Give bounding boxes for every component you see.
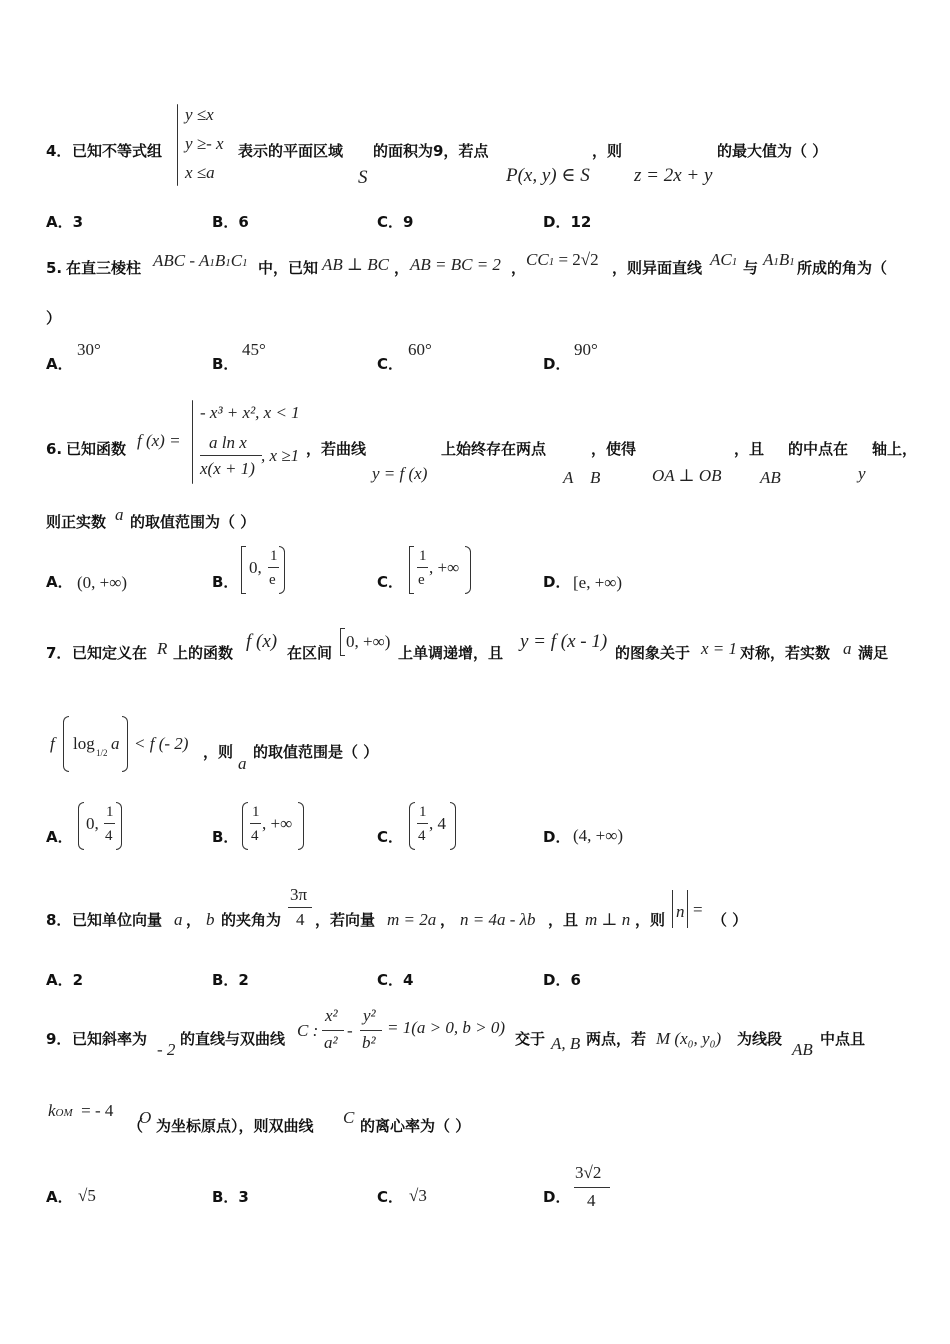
q8-option-c: C．4 (377, 971, 414, 989)
q9-y-frac-bar (360, 1030, 382, 1031)
q7-a2: a (238, 754, 247, 773)
q9-curve-c2: C (343, 1108, 355, 1127)
q9-x-frac-bar (322, 1030, 344, 1031)
q9-text-7: （ (128, 1117, 144, 1135)
q8-text-2: ， (186, 911, 202, 929)
q7-option-c-frac-bar (417, 823, 428, 824)
q5-text-5: 所成的角为（ (797, 259, 888, 277)
q6-option-a: A． (46, 573, 73, 591)
q7-text-7: 满足 (858, 644, 889, 662)
q7-option-c-frac-num: 1 (419, 804, 427, 820)
q7-option-c: C． (377, 828, 404, 846)
q7-option-c-right-paren (450, 802, 456, 850)
q6-number: 6. (46, 440, 63, 458)
q7-text-3: 在区间 (287, 644, 333, 662)
q7-text-5: 的图象关于 (615, 644, 691, 662)
q9-option-d-num: 3√2 (575, 1163, 602, 1182)
q6-option-b-frac-den: e (269, 572, 276, 588)
q8-text-5: ， (440, 911, 456, 929)
q8-text-7: ，则 (635, 911, 666, 929)
q9-hyperbola-rest: = 1(a > 0, b > 0) (387, 1018, 505, 1037)
q7-option-a-left-paren (78, 802, 84, 850)
q7-option-b-frac-bar (250, 823, 261, 824)
q5-number: 5. (46, 259, 63, 277)
q9-option-d-den: 4 (587, 1191, 596, 1210)
q5-option-a: A． (46, 355, 73, 373)
q8-m-perp-n: m ⊥ n (585, 910, 631, 929)
q6-text-1: 已知函数 (66, 440, 127, 458)
q6-text-3: 上始终存在两点 (441, 440, 547, 458)
q8-text-8: （ ） (712, 911, 748, 929)
q6-option-c-right-paren (465, 546, 471, 594)
q7-text-8: ，则 (203, 743, 234, 761)
q4-ineq-3: x ≤a (185, 163, 215, 182)
q7-option-a: A． (46, 828, 73, 846)
q7-r: R (157, 639, 168, 658)
q6-option-b-left-bracket (241, 546, 246, 594)
q5-option-b: B． (212, 355, 239, 373)
q5-a1b1: A1B1 (763, 250, 795, 269)
q7-option-d-value: (4, +∞) (573, 826, 624, 845)
q9-origin-o: O (139, 1108, 152, 1127)
q7-option-b-left-paren (242, 802, 248, 850)
q4-stem: 已知不等式组 (72, 142, 163, 160)
q4-text-2: 的面积为9，若点 (373, 142, 489, 160)
q4-option-b: B．6 (212, 213, 249, 231)
q6-text-9: 的取值范围为（ ） (130, 513, 256, 531)
q6-y-axis: y (858, 464, 866, 483)
q6-text-7: 轴上， (872, 440, 918, 458)
q6-text-5: ，且 (734, 440, 765, 458)
q6-case-1: - x³ + x², x < 1 (200, 403, 300, 422)
q9-points-ab: A, B (551, 1034, 581, 1053)
q6-option-b-value: 0, (249, 558, 262, 577)
q9-slope-om: kOM = - 4 (48, 1101, 114, 1120)
q5-option-c: C． (377, 355, 404, 373)
q6-text-6: 的中点在 (788, 440, 849, 458)
q9-midpoint-m: M (x₀, y₀) (656, 1029, 722, 1048)
q9-option-a: A． (46, 1188, 73, 1206)
q9-text-1: 已知斜率为 (72, 1030, 148, 1048)
q4-option-a: A．3 (46, 213, 84, 231)
q7-fx: f (x) (246, 631, 278, 652)
q6-oa-perp-ob: OA ⊥ OB (652, 466, 722, 485)
q6-case-2-num: a ln x (209, 433, 247, 452)
q8-text-1: 已知单位向量 (72, 911, 163, 929)
q6-option-d: D． (543, 573, 571, 591)
q9-option-c: C． (377, 1188, 404, 1206)
q6-case-2-cond: , x ≥1 (261, 446, 300, 465)
q7-option-a-frac-num: 1 (106, 804, 114, 820)
q7-text-1: 已知定义在 (72, 644, 148, 662)
q4-option-d: D．12 (543, 213, 592, 231)
q7-log-a: a (111, 734, 120, 753)
q7-text-6: 对称，若实数 (740, 644, 831, 662)
q4-set-s: S (358, 167, 368, 188)
q7-option-c-left-paren (409, 802, 415, 850)
q7-ineq-rhs: < f (- 2) (134, 734, 189, 753)
q4-number: 4． (46, 142, 72, 160)
q5-option-a-value: 30° (77, 340, 101, 359)
q5-option-b-value: 45° (242, 340, 266, 359)
q9-x-squared: x² (325, 1006, 338, 1025)
q9-segment-ab: AB (792, 1040, 813, 1059)
q6-fx: f (x) = (137, 431, 181, 450)
q9-text-8: 为坐标原点），则双曲线 (156, 1117, 314, 1135)
q9-text-5: 为线段 (737, 1030, 783, 1048)
q9-slope: - 2 (157, 1040, 176, 1059)
q7-option-a-frac-bar (104, 823, 115, 824)
q7-ineq-f: f (50, 734, 55, 753)
q6-text-4: ，使得 (591, 440, 637, 458)
q7-option-b-value: , +∞ (262, 814, 293, 833)
q7-a: a (843, 639, 852, 658)
q4-text-3: ，则 (592, 142, 623, 160)
q6-option-c-frac-num: 1 (419, 548, 427, 564)
q6-option-b: B． (212, 573, 239, 591)
q9-text-6: 中点且 (820, 1030, 866, 1048)
q6-point-b: B (590, 468, 601, 487)
q5-text-6: ） (46, 309, 62, 327)
q6-option-c-frac-den: e (418, 572, 425, 588)
q5-text-2: 中，已知 (258, 259, 319, 277)
q7-ineq-left-paren (63, 716, 69, 772)
q7-option-a-frac-den: 4 (105, 828, 113, 844)
q4-z-expr: z = 2x + y (634, 165, 713, 186)
q9-option-d-frac-bar (574, 1187, 610, 1188)
q4-ineq-1: y ≤x (185, 105, 214, 124)
q5-perp: AB ⊥ BC (322, 255, 389, 274)
q6-option-b-frac-num: 1 (270, 548, 278, 564)
q9-option-b: B．3 (212, 1188, 249, 1206)
q7-log: log (73, 734, 95, 753)
q5-option-d: D． (543, 355, 571, 373)
q9-text-2: 的直线与双曲线 (180, 1030, 286, 1048)
q6-case-2-fraction-bar (200, 455, 262, 456)
q7-x-eq-1: x = 1 (701, 639, 738, 658)
q9-text-9: 的离心率为（ ） (360, 1117, 471, 1135)
q9-option-d: D． (543, 1188, 571, 1206)
q8-text-6: ，且 (548, 911, 579, 929)
q6-text-8: 则正实数 (46, 513, 107, 531)
q8-vector-a: a (174, 910, 183, 929)
q7-option-a-value: 0, (86, 814, 99, 833)
q8-option-d: D．6 (543, 971, 581, 989)
q5-cc1: CC1 = 2√2 (526, 250, 599, 269)
q7-option-b-right-paren (298, 802, 304, 850)
q5-text-1: 在直三棱柱 (66, 259, 142, 277)
q6-option-c-value: , +∞ (429, 558, 460, 577)
q7-text-4: 上单调递增，且 (398, 644, 504, 662)
q7-option-a-right-paren (116, 802, 122, 850)
q9-text-4: 两点，若 (586, 1030, 647, 1048)
q6-option-d-value: [e, +∞) (573, 573, 623, 592)
q8-vector-b: b (206, 910, 215, 929)
q9-number: 9． (46, 1030, 72, 1048)
q7-log-base: 1/2 (96, 748, 108, 758)
q8-vector-n: n = 4a - λb (460, 910, 536, 929)
q8-abs-left-bar (672, 890, 673, 928)
q7-ineq-right-paren (122, 716, 128, 772)
q6-text-2: ，若曲线 (306, 440, 367, 458)
q7-option-b: B． (212, 828, 239, 846)
q6-ab: AB (760, 468, 781, 487)
q4-point-p: P(x, y) ∈ S (506, 165, 590, 186)
q9-a-squared: a² (324, 1033, 338, 1052)
q7-interval: 0, +∞) (346, 632, 391, 651)
q7-number: 7． (46, 644, 72, 662)
q4-system-brace (177, 104, 178, 186)
q8-option-b: B．2 (212, 971, 249, 989)
q5-text-3: ，则异面直线 (612, 259, 703, 277)
q4-text-1: 表示的平面区域 (238, 142, 344, 160)
q6-piecewise-brace (192, 400, 193, 484)
q8-vector-m: m = 2a (387, 910, 437, 929)
q6-option-b-frac-bar (268, 567, 279, 568)
q5-ac1: AC1 (710, 250, 738, 269)
q7-text-9: 的取值范围是（ ） (253, 743, 379, 761)
q8-option-a: A．2 (46, 971, 84, 989)
q9-option-c-value: √3 (409, 1186, 427, 1205)
q8-angle-frac-bar (288, 907, 312, 908)
q4-ineq-2: y ≥- x (185, 134, 224, 153)
q5-equal: AB = BC = 2 (410, 255, 501, 274)
q7-interval-bracket (340, 628, 345, 656)
q7-text-2: 上的函数 (173, 644, 234, 662)
q8-angle-den: 4 (296, 910, 305, 929)
q7-option-b-frac-den: 4 (251, 828, 259, 844)
q6-a: a (115, 505, 124, 524)
q6-option-c-frac-bar (417, 567, 428, 568)
q4-text-4: 的最大值为（ ） (717, 142, 828, 160)
q8-abs-right-bar (687, 890, 688, 928)
q7-option-d: D． (543, 828, 571, 846)
q5-text-4: 与 (743, 259, 759, 277)
q6-curve: y = f (x) (372, 464, 428, 483)
q9-minus: - (347, 1021, 353, 1040)
q8-equals: = (693, 900, 703, 919)
q8-number: 8． (46, 911, 72, 929)
q7-option-c-value: , 4 (429, 814, 446, 833)
q6-option-a-value: (0, +∞) (77, 573, 128, 592)
q8-angle-num: 3π (290, 885, 308, 904)
q9-text-3: 交于 (515, 1030, 546, 1048)
q8-abs-n: n (676, 902, 685, 921)
q6-option-c-left-bracket (409, 546, 414, 594)
q6-point-a: A (563, 468, 574, 487)
q6-case-2-den: x(x + 1) (200, 459, 255, 478)
q7-shifted-function: y = f (x - 1) (520, 631, 608, 652)
q6-option-c: C． (377, 573, 404, 591)
q5-option-c-value: 60° (408, 340, 432, 359)
q5-option-d-value: 90° (574, 340, 598, 359)
q9-option-a-value: √5 (78, 1186, 96, 1205)
q8-text-4: ，若向量 (315, 911, 376, 929)
q9-y-squared: y² (363, 1006, 376, 1025)
q5-prism: ABC - A1B1C1 (153, 251, 248, 270)
q8-text-3: 的夹角为 (221, 911, 282, 929)
q7-option-b-frac-num: 1 (252, 804, 260, 820)
q9-curve-c: C : (297, 1021, 319, 1040)
q7-option-c-frac-den: 4 (418, 828, 426, 844)
q9-b-squared: b² (362, 1033, 376, 1052)
q6-option-b-right-paren (279, 546, 285, 594)
q4-option-c: C．9 (377, 213, 414, 231)
